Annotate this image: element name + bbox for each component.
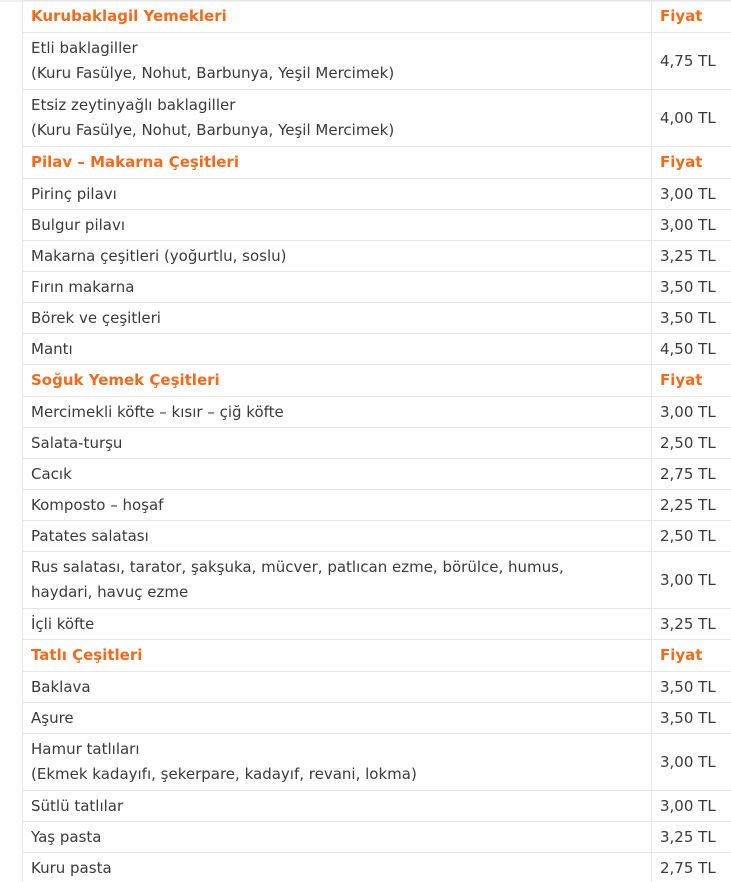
item-name: Etsiz zeytinyağlı baklagiller [31,96,236,114]
item-name: Makarna çeşitleri (yoğurtlu, soslu) [23,241,652,272]
price-column-header: Fiyat [652,365,731,397]
item-cell [23,552,652,609]
table-row [23,90,731,147]
item-cell [23,90,652,147]
item-name: Mercimekli köfte – kısır – çiğ köfte [23,397,652,428]
item-name: Cacık [23,459,652,490]
item-price: 2,75 TL [652,853,731,882]
item-price: 3,50 TL [652,272,731,303]
table-row [23,853,731,882]
item-cell [23,734,652,791]
price-column-header: Fiyat [652,640,731,672]
item-price: 3,00 TL [652,179,731,210]
table-row [23,241,731,272]
item-name: Yaş pasta [23,822,652,853]
item-price: 4,75 TL [652,33,731,90]
item-name: Salata-turşu [23,428,652,459]
item-price: 2,50 TL [652,521,731,552]
item-price: 4,50 TL [652,334,731,365]
item-note: haydari, havuç ezme [31,583,189,601]
table-row [23,272,731,303]
item-cell [23,33,652,90]
section-header [23,147,731,179]
item-price: 3,50 TL [652,672,731,703]
item-name: İçli köfte [23,609,652,640]
table-row [23,428,731,459]
item-price: 3,50 TL [652,703,731,734]
item-name: Pirinç pilavı [23,179,652,210]
table-row [23,791,731,822]
section-header [23,365,731,397]
table-row [23,459,731,490]
item-name: Aşure [23,703,652,734]
table-row [23,521,731,552]
item-name: Rus salatası, tarator, şakşuka, mücver, patlıcan ezme, börülce, humus, [31,558,564,576]
item-price: 3,00 TL [652,210,731,241]
table-row [23,609,731,640]
item-name: Baklava [23,672,652,703]
item-name: Etli baklagiller [31,39,138,57]
table-row [23,822,731,853]
item-price: 3,50 TL [652,303,731,334]
table-row [23,703,731,734]
item-price: 2,50 TL [652,428,731,459]
table-row [23,303,731,334]
table-row [23,210,731,241]
section-header [23,1,731,33]
price-column-header: Fiyat [652,1,731,33]
item-name: Bulgur pilavı [23,210,652,241]
item-name: Patates salatası [23,521,652,552]
table-row [23,490,731,521]
item-price: 4,00 TL [652,90,731,147]
item-note: (Kuru Fasülye, Nohut, Barbunya, Yeşil Mercimek) [31,121,395,139]
item-price: 3,00 TL [652,734,731,791]
item-name: Mantı [23,334,652,365]
item-name: Komposto – hoşaf [23,490,652,521]
item-name: Börek ve çeşitleri [23,303,652,334]
table-row [23,672,731,703]
item-price: 3,25 TL [652,822,731,853]
item-name: Hamur tatlıları [31,740,140,758]
item-note: (Kuru Fasülye, Nohut, Barbunya, Yeşil Mercimek) [31,64,395,82]
item-price: 2,75 TL [652,459,731,490]
section-title: Tatlı Çeşitleri [23,640,652,672]
section-title: Soğuk Yemek Çeşitleri [23,365,652,397]
item-name: Sütlü tatlılar [23,791,652,822]
item-price: 2,25 TL [652,490,731,521]
section-header [23,640,731,672]
price-table [22,0,731,882]
table-row [23,552,731,609]
section-title: Pilav – Makarna Çeşitleri [23,147,652,179]
item-price: 3,00 TL [652,791,731,822]
item-price: 3,25 TL [652,241,731,272]
item-price: 3,25 TL [652,609,731,640]
table-row [23,33,731,90]
item-name: Fırın makarna [23,272,652,303]
item-note: (Ekmek kadayıfı, şekerpare, kadayıf, revani, lokma) [31,765,417,783]
table-row [23,734,731,791]
item-price: 3,00 TL [652,397,731,428]
price-column-header: Fiyat [652,147,731,179]
table-row [23,179,731,210]
table-row [23,334,731,365]
item-name: Kuru pasta [23,853,652,882]
table-row [23,397,731,428]
item-price: 3,00 TL [652,552,731,609]
section-title: Kurubaklagil Yemekleri [23,1,652,33]
